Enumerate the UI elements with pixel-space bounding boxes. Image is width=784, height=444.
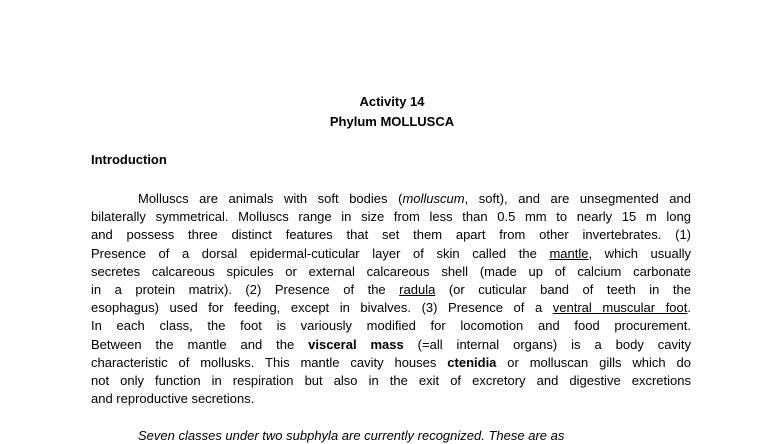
term-visceral-mass: visceral mass — [308, 336, 404, 352]
latin-term: molluscum — [402, 191, 465, 206]
term-radula: radula — [399, 282, 436, 298]
phylum-title: Phylum MOLLUSCA — [329, 114, 455, 129]
paragraph-line: In each class, the foot is variously modified for locomotion and food procurement. — [91, 318, 691, 334]
paragraph-line: Between the mantle and the visceral mass (=all internal organs) is a body cavity — [91, 336, 691, 352]
term-ventral-muscular-foot: ventral muscular foot — [552, 300, 688, 316]
paragraph-line: characteristic of mollusks. This mantle cavity houses ctenidia or molluscan gills which do — [91, 354, 692, 370]
paragraph-line: in a protein matrix). (2) Presence of the radula (or cuticular band of teeth in the — [91, 282, 691, 298]
paragraph-line: secretes calcareous spicules or external calcareous shell (made up of calcium carbonate — [91, 263, 691, 279]
paragraph-line: bilaterally symmetrical. Molluscs range in size from less than 0.5 mm to nearly 15 m long — [91, 209, 691, 225]
introduction-paragraph — [91, 190, 691, 408]
term-ctenidia: ctenidia — [447, 354, 497, 370]
paragraph-line: and reproductive secretions. — [91, 391, 255, 407]
section-heading-introduction: Introduction — [91, 152, 167, 167]
paragraph-line: and possess three distinct features that set them apart from other invertebrates. (1) — [91, 227, 691, 243]
term-mantle: mantle, — [549, 245, 593, 261]
paragraph-line: not only function in respiration but also in the exit of excretory and digestive excretions — [91, 373, 691, 389]
activity-title: Activity 14 — [359, 94, 425, 109]
paragraph-line: Molluscs are animals with soft bodies (molluscum, soft), and are unsegmented and — [138, 191, 691, 206]
next-paragraph-partial: Seven classes under two subphyla are currently recognized. These are as — [138, 428, 565, 443]
paragraph-line: esophagus) used for feeding, except in bivalves. (3) Presence of a ventral muscular foot. — [91, 300, 691, 316]
paragraph-line: Presence of a dorsal epidermal-cuticular layer of skin called the mantle, which usually — [91, 245, 691, 261]
